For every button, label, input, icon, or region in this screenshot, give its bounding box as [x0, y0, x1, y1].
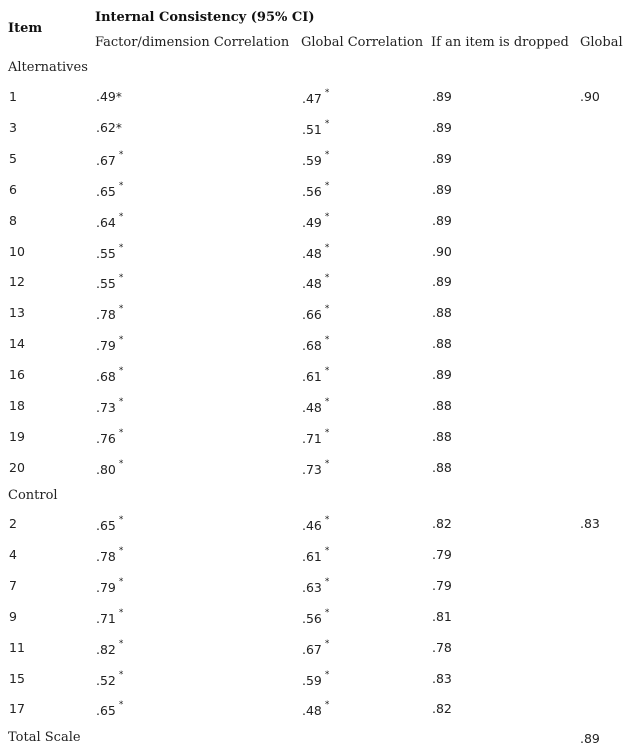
- factor-correlation-value: .79: [96, 338, 116, 354]
- alpha-if-dropped: .89: [432, 150, 452, 166]
- global-correlation: [302, 118, 330, 137]
- factor-correlation: [96, 211, 124, 230]
- total-scale-label: Total Scale: [8, 730, 81, 745]
- item-number: 7: [9, 577, 17, 593]
- item-number: 13: [9, 305, 25, 321]
- global-correlation-value: .68: [302, 338, 322, 354]
- item-number: 15: [9, 670, 25, 686]
- factor-correlation-value: .79: [96, 579, 116, 595]
- factor-correlation-value: .49: [96, 89, 116, 104]
- factor-correlation-value: .73: [96, 400, 116, 415]
- significance-marker: *: [324, 273, 330, 284]
- alpha-if-dropped: .83: [432, 670, 452, 686]
- factor-correlation-value: .80: [96, 461, 116, 477]
- item-number: 5: [9, 150, 17, 166]
- global-correlation: [302, 458, 330, 477]
- table-row: [0, 305, 632, 336]
- significance-marker: *: [324, 515, 330, 525]
- global-correlation-value: .48: [302, 276, 322, 292]
- total-scale-alpha: .89: [580, 731, 600, 746]
- global-correlation-value: .47: [302, 91, 322, 106]
- table-row: [0, 609, 632, 640]
- factor-correlation-value: .78: [96, 307, 116, 323]
- factor-correlation: [96, 458, 124, 477]
- table-row: [0, 151, 632, 182]
- global-correlation-value: .66: [302, 307, 322, 323]
- significance-marker: *: [324, 211, 330, 222]
- global-correlation: [302, 335, 330, 354]
- factor-correlation-value: .71: [96, 610, 116, 626]
- significance-marker: *: [118, 211, 124, 222]
- significance-marker: *: [118, 149, 124, 160]
- significance-marker: *: [324, 304, 330, 315]
- factor-correlation: [96, 335, 124, 354]
- alpha-if-dropped: .88: [432, 305, 452, 321]
- table-row: [0, 213, 632, 244]
- significance-marker: *: [324, 638, 330, 649]
- item-number: 9: [9, 608, 17, 624]
- significance-marker: *: [118, 397, 124, 407]
- table-row: [0, 640, 632, 671]
- global-correlation-value: .61: [302, 548, 322, 564]
- significance-marker: *: [324, 335, 330, 346]
- global-correlation-value: .56: [302, 183, 322, 199]
- alpha-if-dropped: .88: [432, 428, 452, 444]
- factor-correlation: [96, 304, 124, 323]
- table-row: [0, 89, 632, 120]
- significance-marker: *: [115, 90, 122, 104]
- factor-correlation: [96, 273, 124, 292]
- table-row: [0, 701, 632, 732]
- factor-correlation-value: .65: [96, 183, 116, 199]
- item-number: 2: [9, 516, 17, 531]
- item-number: 17: [9, 701, 25, 717]
- factor-correlation-value: .55: [96, 276, 116, 292]
- global-correlation-value: .48: [302, 703, 322, 719]
- column-header-item: Item: [8, 21, 43, 36]
- global-alpha: .83: [580, 516, 600, 531]
- factor-correlation: [96, 545, 124, 564]
- table-row: [0, 182, 632, 213]
- item-number: 3: [9, 119, 17, 135]
- alpha-if-dropped: .88: [432, 336, 452, 352]
- alpha-if-dropped: .79: [432, 577, 452, 593]
- table-row: [0, 547, 632, 578]
- item-number: 12: [9, 274, 25, 290]
- table-row: [0, 274, 632, 305]
- global-correlation: [302, 427, 330, 446]
- factor-correlation: [96, 669, 124, 688]
- significance-marker: *: [118, 273, 124, 284]
- factor-correlation: [96, 427, 124, 446]
- global-correlation-value: .67: [302, 641, 322, 657]
- factor-correlation-value: .64: [96, 214, 116, 230]
- global-correlation: [302, 366, 330, 385]
- alpha-if-dropped: .88: [432, 459, 452, 475]
- global-correlation: [302, 545, 330, 564]
- global-correlation: [302, 515, 330, 533]
- item-number: 18: [9, 398, 25, 413]
- alpha-if-dropped: .82: [432, 701, 452, 717]
- alpha-if-dropped: .88: [432, 398, 452, 413]
- table-row: [0, 120, 632, 151]
- alpha-if-dropped: .89: [432, 181, 452, 197]
- item-number: 16: [9, 367, 25, 383]
- significance-marker: *: [324, 180, 330, 191]
- table-row: [0, 516, 632, 547]
- item-number: 8: [9, 212, 17, 228]
- significance-marker: *: [118, 458, 124, 469]
- section-label-alternatives: Alternatives: [8, 60, 88, 75]
- global-correlation: [302, 88, 330, 106]
- alpha-if-dropped: .89: [432, 89, 452, 104]
- global-alpha: .90: [580, 89, 600, 104]
- column-group-header: Internal Consistency (95% CI): [95, 10, 315, 25]
- item-number: 4: [9, 546, 17, 562]
- factor-correlation-value: .76: [96, 430, 116, 446]
- factor-correlation-value: .65: [96, 518, 116, 533]
- factor-correlation: [96, 149, 124, 168]
- alpha-if-dropped: .81: [432, 608, 452, 624]
- table-row: [0, 460, 632, 491]
- global-correlation-value: .49: [302, 214, 322, 230]
- global-correlation-value: .61: [302, 369, 322, 385]
- factor-correlation-value: .78: [96, 548, 116, 564]
- significance-marker: *: [324, 242, 330, 253]
- significance-marker: *: [324, 366, 330, 377]
- factor-correlation-value: .82: [96, 641, 116, 657]
- significance-marker: *: [118, 669, 124, 680]
- significance-marker: *: [324, 576, 330, 587]
- factor-correlation: [96, 180, 124, 199]
- global-correlation-value: .48: [302, 400, 322, 415]
- table-row: [0, 367, 632, 398]
- significance-marker: *: [118, 335, 124, 346]
- factor-correlation: [96, 638, 124, 657]
- table-row: [0, 578, 632, 609]
- factor-correlation-value: .55: [96, 245, 116, 261]
- significance-marker: *: [324, 88, 330, 98]
- significance-marker: *: [118, 515, 124, 525]
- global-correlation: [302, 669, 330, 688]
- significance-marker: *: [324, 545, 330, 556]
- global-correlation: [302, 211, 330, 230]
- alpha-if-dropped: .89: [432, 119, 452, 135]
- significance-marker: *: [118, 638, 124, 649]
- item-number: 6: [9, 181, 17, 197]
- significance-marker: *: [118, 366, 124, 377]
- alpha-if-dropped: .89: [432, 367, 452, 383]
- factor-correlation: [96, 366, 124, 385]
- global-correlation: [302, 607, 330, 626]
- item-number: 14: [9, 336, 25, 352]
- global-correlation-value: .71: [302, 430, 322, 446]
- global-correlation: [302, 638, 330, 657]
- factor-correlation: [96, 397, 124, 415]
- global-correlation: [302, 700, 330, 719]
- factor-correlation-value: .65: [96, 703, 116, 719]
- factor-correlation: [96, 607, 124, 626]
- table-row: [0, 336, 632, 367]
- factor-correlation: [96, 242, 124, 261]
- global-correlation: [302, 273, 330, 292]
- item-number: 11: [9, 639, 25, 655]
- factor-correlation-value: .52: [96, 672, 116, 688]
- factor-correlation-value: .68: [96, 369, 116, 385]
- global-correlation: [302, 149, 330, 168]
- factor-correlation-value: .62: [96, 119, 116, 135]
- factor-correlation: [96, 89, 122, 104]
- global-correlation-value: .59: [302, 152, 322, 168]
- alpha-if-dropped: .89: [432, 212, 452, 228]
- global-correlation-value: .56: [302, 610, 322, 626]
- global-correlation: [302, 242, 330, 261]
- significance-marker: *: [118, 576, 124, 587]
- column-header-factor-correlation: Factor/dimension Correlation: [95, 35, 290, 50]
- significance-marker: *: [324, 607, 330, 618]
- global-correlation: [302, 576, 330, 595]
- global-correlation-value: .63: [302, 579, 322, 595]
- table-row: [0, 398, 632, 429]
- significance-marker: *: [118, 700, 124, 711]
- table-row: [0, 429, 632, 460]
- significance-marker: *: [324, 458, 330, 469]
- global-correlation: [302, 397, 330, 415]
- significance-marker: *: [324, 397, 330, 407]
- item-number: 19: [9, 428, 25, 444]
- global-correlation-value: .59: [302, 672, 322, 688]
- table-row: [0, 244, 632, 275]
- global-correlation: [302, 304, 330, 323]
- item-number: 10: [9, 243, 25, 259]
- significance-marker: *: [324, 427, 330, 438]
- global-correlation-value: .48: [302, 245, 322, 261]
- factor-correlation: [96, 120, 122, 135]
- section-label-control: Control: [8, 488, 58, 503]
- global-correlation: [302, 180, 330, 199]
- alpha-if-dropped: .78: [432, 639, 452, 655]
- factor-correlation: [96, 576, 124, 595]
- column-header-global-correlation: Global Correlation: [301, 35, 424, 50]
- factor-correlation-value: .67: [96, 152, 116, 168]
- global-correlation-value: .46: [302, 518, 322, 533]
- global-correlation-value: .51: [302, 121, 322, 137]
- column-header-global: Global: [580, 35, 623, 50]
- item-number: 1: [9, 89, 17, 104]
- table-row: [0, 671, 632, 702]
- significance-marker: *: [118, 180, 124, 191]
- significance-marker: *: [118, 545, 124, 556]
- significance-marker: *: [118, 427, 124, 438]
- significance-marker: *: [115, 120, 122, 135]
- significance-marker: *: [324, 669, 330, 680]
- alpha-if-dropped: .90: [432, 243, 452, 259]
- significance-marker: *: [118, 304, 124, 315]
- alpha-if-dropped: .79: [432, 546, 452, 562]
- significance-marker: *: [324, 700, 330, 711]
- item-number: 20: [9, 459, 25, 475]
- significance-marker: *: [118, 607, 124, 618]
- column-header-if-dropped: If an item is dropped: [431, 35, 569, 50]
- significance-marker: *: [324, 118, 330, 129]
- alpha-if-dropped: .82: [432, 516, 452, 531]
- significance-marker: *: [118, 242, 124, 253]
- factor-correlation: [96, 700, 124, 719]
- alpha-if-dropped: .89: [432, 274, 452, 290]
- global-correlation-value: .73: [302, 461, 322, 477]
- significance-marker: *: [324, 149, 330, 160]
- factor-correlation: [96, 515, 124, 533]
